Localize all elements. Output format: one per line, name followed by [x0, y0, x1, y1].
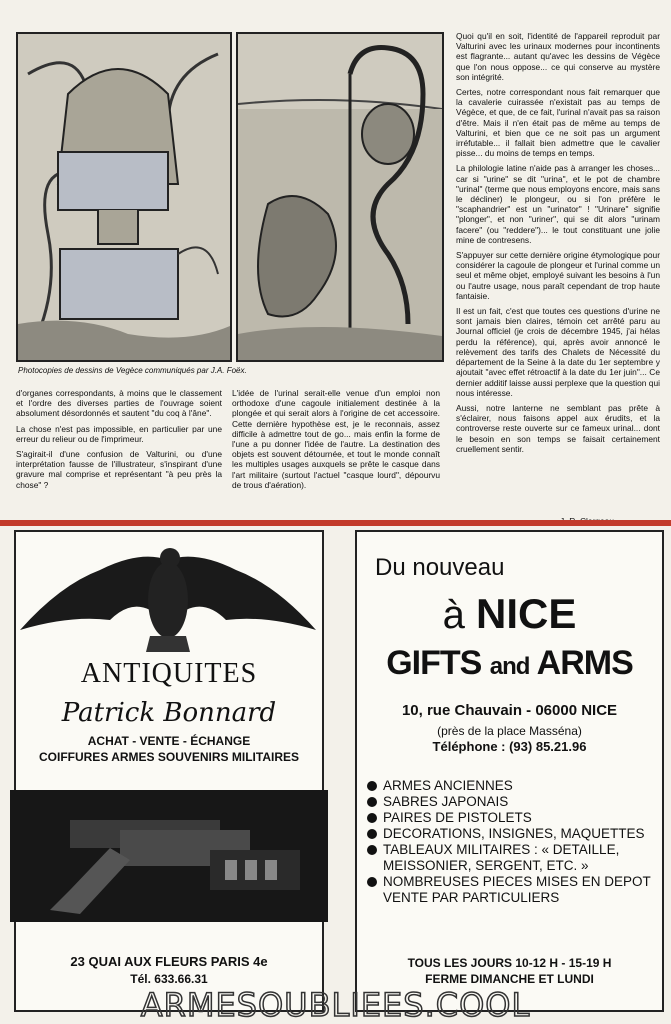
ad-phone: Téléphone : (93) 85.21.96 — [432, 739, 587, 754]
section-divider — [0, 520, 671, 526]
paragraph: L'idée de l'urinal serait-elle venue d'un emploi non orthodoxe d'une cagoule initialement destinée à la plongée et qui serait alors à l'origine de cet accessoire. Cette dernière hypothèse est, je le reconnais, assez difficile à admettre tout de go... mais enfin la forme de l'une a pu donner l'idée de l'autre. La destination des objets est souvent détournée, et tout le monde connaît les multiples usages auxquels se prête le casque dans l'art militaire (surtout l'actuel "casque lourd", dépourvu de trous d'aération). — [232, 388, 440, 490]
list-item — [367, 826, 657, 842]
ad-opening-hours: TOUS LES JOURS 10-12 H - 15-19 H — [407, 956, 612, 970]
ad-item-list — [367, 778, 657, 906]
list-item — [367, 778, 657, 794]
engraving-right — [236, 32, 444, 362]
ad-landmark: (près de la place Masséna) — [437, 724, 582, 738]
ad-city-prefix: à — [442, 593, 465, 637]
list-item — [367, 874, 657, 906]
article-column-bottom-left — [16, 388, 222, 495]
ad-gifts-and-arms — [355, 530, 664, 1012]
list-item — [367, 810, 657, 826]
ad-services: ACHAT - VENTE - ÉCHANGE — [87, 734, 251, 748]
engraving-left — [16, 32, 232, 362]
urinal-engraving-image — [18, 34, 230, 360]
ad-phone: Tél. 633.66.31 — [130, 972, 208, 986]
bullet-icon — [367, 781, 377, 791]
bullet-icon — [367, 877, 377, 887]
paragraph: S'appuyer sur cette dernière origine étymologique pour considérer la cagoule de plongeur et l'urinal comme un seul et même objet, employé suivant les besoins à l'un ou l'autre usage, nous paraît cependant de trop haute fantaisie. — [456, 250, 660, 301]
paragraph: La chose n'est pas impossible, en particulier par une erreur du relieur ou de l'imprimeur. — [16, 423, 222, 444]
list-item-label: PAIRES DE PISTOLETS — [383, 810, 532, 825]
ad-city: NICE — [476, 590, 577, 637]
ad-city-line — [357, 590, 662, 638]
list-item-label: ARMES ANCIENNES — [383, 778, 513, 793]
revolver-photo — [10, 790, 328, 922]
list-item-label: SABRES JAPONAIS — [383, 794, 509, 809]
ad-headline: Du nouveau — [375, 554, 505, 581]
ad-dealer-name: Patrick Bonnard — [61, 698, 277, 728]
list-item-label: TABLEAUX MILITAIRES : « DETAILLE, MEISSONIER, SERGENT, ETC. » — [383, 842, 620, 873]
paragraph: S'agirait-il d'une confusion de Valturini, ou d'une interprétation fausse de l'illustrateur, s'inspirant d'une gravure mal comprise et représentant "à peu près la chose" ? — [16, 449, 222, 490]
ad-antiquites — [14, 530, 324, 1012]
bullet-icon — [367, 829, 377, 839]
ad-shop-name-b: and — [489, 653, 530, 680]
list-item — [367, 794, 657, 810]
watermark: ARMESOUBLIEES.COOL — [140, 986, 531, 1024]
paragraph: Aussi, notre lanterne ne semblant pas prête à s'éclairer, nous faisons appel aux érudits, et la controverse reste ouverte sur ce fameux urinal... dont le besoin en son temps se faisait certainement cruellement sentir. — [456, 402, 660, 454]
paragraph: d'organes correspondants, à moins que le classement et l'ordre des diverses parties de l'ouvrage soient absolument désordonnés et sautent "du coq à l'âne". — [16, 388, 222, 419]
ad-closing-days: FERME DIMANCHE ET LUNDI — [425, 972, 594, 986]
paragraph: Quoi qu'il en soit, l'identité de l'appareil reproduit par Valturini avec les urinaux modernes pour incontinents est flagrante... autant qu'avec les dessins de Végèce que l'on nous oppose... ce qui conserve au mystère son intégrité. — [456, 31, 660, 82]
article-column-right — [456, 31, 660, 459]
ad-specialties: COIFFURES ARMES SOUVENIRS MILITAIRES — [38, 750, 299, 764]
ad-address: 10, rue Chauvain - 06000 NICE — [401, 702, 618, 719]
list-item-label: DECORATIONS, INSIGNES, MAQUETTES — [383, 826, 645, 841]
bullet-icon — [367, 813, 377, 823]
ad-shop-name-c: ARMS — [536, 644, 633, 682]
paragraph: Certes, notre correspondant nous fait remarquer que la cavalerie cuirassée n'existait pas au temps de Végèce, et que, de ce fait, l'urinal n'avait pas sa raison d'être. Mais il n'en était pas de même au temps de Valturini, et bien que ce ne soit pas un argument irréfutable... il fallait bien admettre que le cavalier pisse... du moins de temps en temps. — [456, 87, 660, 159]
list-item-label: NOMBREUSES PIECES MISES EN DEPOT VENTE PAR PARTICULIERS — [383, 874, 651, 905]
ad-shop-name-a: GIFTS — [386, 644, 482, 682]
paragraph: Il est un fait, c'est que toutes ces questions d'urine ne sont jamais bien claires, témoin cet arrêté paru au Journal officiel (je crois de décembre 1945, j'ai hélas perdu la référence), qui, après avoir annoncé le relèvement des tarifs des Chalets de Nécessité du département de la Seine à la date du 1er septembre y ajoutait "avec effet rétroactif à la date du 1er juin"... Ce dernier additif laisse aussi perplexe que la question qui nous intéresse. — [456, 306, 660, 398]
revolver-icon — [10, 790, 328, 922]
list-item — [367, 842, 657, 874]
article-column-bottom-middle — [232, 388, 440, 495]
eagle-icon — [20, 540, 316, 656]
ad-shop-name — [357, 644, 662, 683]
diving-hood-engraving-image — [238, 34, 442, 360]
figure-caption: Photocopies de dessins de Vegèce communiqués par J.A. Foëx. — [18, 366, 247, 375]
bullet-icon — [367, 845, 377, 855]
paragraph: La philologie latine n'aide pas à arranger les choses... car si "urine" se dit "urina", et le pot de chambre "urinal" (terme que nous employons encore, mais sans le décliner) le plongeur, ou si l'on préfère le "scaphandrier" est un "urinator" ! "Urinare" signifie "plonger", et non "uriner", qui se dit alors "urinam facere" (ou "reddere")... le tout constituant une jolie mine de contresens. — [456, 163, 660, 245]
ad-title: ANTIQUITES — [80, 658, 258, 689]
bullet-icon — [367, 797, 377, 807]
ad-address: 23 QUAI AUX FLEURS PARIS 4e — [70, 954, 268, 969]
